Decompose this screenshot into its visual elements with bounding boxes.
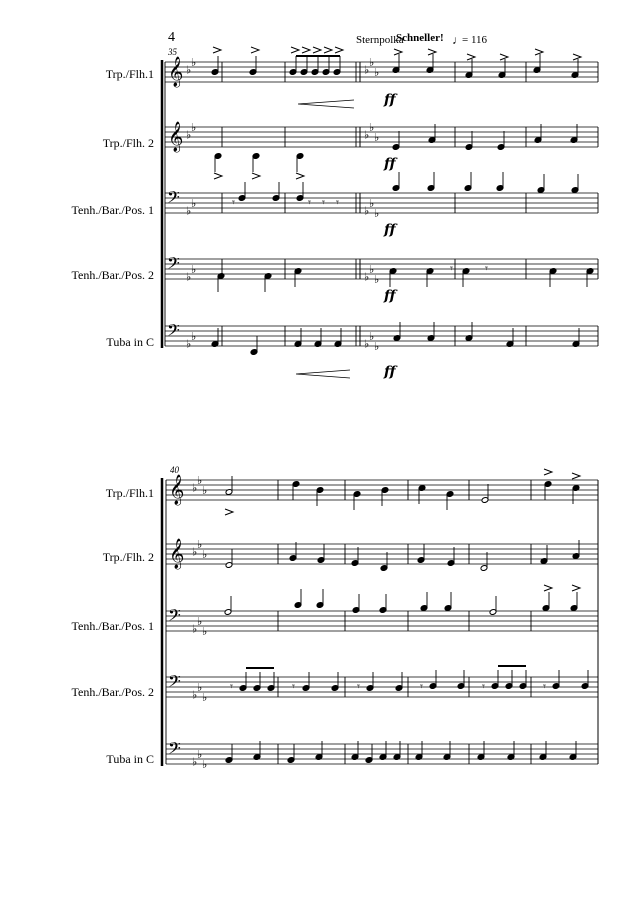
- flat-sign-icon: ♭: [192, 545, 198, 559]
- measure-number: 40: [170, 465, 179, 475]
- dynamic-marking: ff: [384, 364, 396, 380]
- treble-clef-icon: 𝄞: [169, 539, 185, 569]
- flat-sign-icon: ♭: [192, 481, 198, 495]
- dynamic-marking: ff: [384, 222, 396, 238]
- eighth-rest-icon: 𝄾: [357, 680, 360, 693]
- instrument-label: Tuba in C: [106, 335, 154, 349]
- instrument-label: Trp./Flh. 2: [102, 136, 154, 150]
- flat-sign-icon: ♭: [197, 474, 203, 487]
- crescendo-hairpin: [296, 370, 350, 378]
- treble-clef-icon: 𝄞: [169, 475, 185, 505]
- flat-sign-icon: ♭: [364, 337, 370, 351]
- instrument-label: Tenh./Bar./Pos. 1: [71, 619, 154, 633]
- accent-mark: [291, 47, 299, 53]
- bass-clef-icon: 𝄢: [168, 605, 181, 629]
- accent-mark: [467, 54, 475, 60]
- flat-sign-icon: ♭: [186, 63, 192, 77]
- accent-mark: [313, 47, 321, 53]
- flat-sign-icon: ♭: [364, 204, 370, 218]
- accent-mark: [572, 473, 580, 479]
- flat-sign-icon: ♭: [197, 615, 203, 628]
- accent-mark: [324, 47, 332, 53]
- flat-sign-icon: ♭: [197, 538, 203, 551]
- instrument-label: Trp./Flh.1: [105, 67, 154, 81]
- flat-sign-icon: ♭: [186, 128, 192, 142]
- flat-sign-icon: ♭: [369, 330, 375, 343]
- eighth-rest-icon: 𝄾: [485, 262, 488, 275]
- eighth-rest-icon: 𝄾: [420, 680, 423, 693]
- bass-clef-icon: 𝄢: [168, 738, 181, 762]
- accent-mark: [500, 54, 508, 60]
- instrument-label: Trp./Flh. 2: [102, 550, 154, 564]
- dynamic-marking: ff: [384, 156, 396, 172]
- flat-sign-icon: ♭: [197, 748, 203, 761]
- measure-number: 35: [168, 47, 177, 57]
- flat-sign-icon: ♭: [374, 66, 380, 79]
- flat-sign-icon: ♭: [191, 197, 197, 210]
- eighth-rest-icon: 𝄾: [450, 262, 453, 275]
- flat-sign-icon: ♭: [197, 681, 203, 694]
- eighth-rest-icon: 𝄾: [308, 196, 311, 209]
- flat-sign-icon: ♭: [202, 484, 208, 497]
- flat-sign-icon: ♭: [369, 263, 375, 276]
- bass-clef-icon: 𝄢: [167, 187, 180, 211]
- flat-sign-icon: ♭: [374, 131, 380, 144]
- quarter-note-icon: ♩: [452, 33, 464, 47]
- instrument-label: Tenh./Bar./Pos. 1: [71, 203, 154, 217]
- flat-sign-icon: ♭: [364, 128, 370, 142]
- flat-sign-icon: ♭: [369, 121, 375, 134]
- rehearsal-text: Sternpolka: [356, 34, 404, 46]
- eighth-rest-icon: 𝄾: [230, 680, 233, 693]
- accent-mark: [544, 469, 552, 475]
- instrument-label: Tuba in C: [106, 752, 154, 766]
- flat-sign-icon: ♭: [192, 622, 198, 636]
- instrument-label: Tenh./Bar./Pos. 2: [71, 685, 154, 699]
- accent-mark: [428, 49, 436, 55]
- eighth-rest-icon: 𝄾: [336, 196, 339, 209]
- accent-mark: [544, 585, 552, 591]
- accent-mark: [535, 49, 543, 55]
- accent-mark: [225, 509, 233, 515]
- flat-sign-icon: ♭: [186, 204, 192, 218]
- flat-sign-icon: ♭: [191, 330, 197, 343]
- flat-sign-icon: ♭: [374, 340, 380, 353]
- accent-mark: [335, 47, 343, 53]
- accent-mark: [214, 173, 222, 179]
- accent-mark: [252, 173, 260, 179]
- page-number: 4: [168, 30, 175, 45]
- eighth-rest-icon: 𝄾: [543, 680, 546, 693]
- flat-sign-icon: ♭: [374, 207, 380, 220]
- eighth-rest-icon: 𝄾: [322, 196, 325, 209]
- flat-sign-icon: ♭: [374, 273, 380, 286]
- flat-sign-icon: ♭: [369, 56, 375, 69]
- tempo-text: Schneller!: [396, 32, 444, 44]
- eighth-rest-icon: 𝄾: [482, 680, 485, 693]
- accent-mark: [572, 585, 580, 591]
- treble-clef-icon: 𝄞: [168, 122, 184, 152]
- flat-sign-icon: ♭: [364, 63, 370, 77]
- eighth-rest-icon: 𝄾: [292, 680, 295, 693]
- bass-clef-icon: 𝄢: [167, 320, 180, 344]
- bass-clef-icon: 𝄢: [167, 253, 180, 277]
- flat-sign-icon: ♭: [186, 270, 192, 284]
- accent-mark: [213, 47, 221, 53]
- flat-sign-icon: ♭: [186, 337, 192, 351]
- accent-mark: [296, 173, 304, 179]
- bass-clef-icon: 𝄢: [168, 671, 181, 695]
- flat-sign-icon: ♭: [202, 758, 208, 771]
- treble-clef-icon: 𝄞: [168, 57, 184, 87]
- accent-mark: [302, 47, 310, 53]
- flat-sign-icon: ♭: [202, 691, 208, 704]
- instrument-label: Trp./Flh.1: [105, 486, 154, 500]
- flat-sign-icon: ♭: [202, 548, 208, 561]
- flat-sign-icon: ♭: [192, 755, 198, 769]
- tempo-value: = 116: [462, 34, 488, 46]
- dynamic-marking: ff: [384, 92, 396, 108]
- instrument-label: Tenh./Bar./Pos. 2: [71, 268, 154, 282]
- flat-sign-icon: ♭: [191, 121, 197, 134]
- flat-sign-icon: ♭: [202, 625, 208, 638]
- flat-sign-icon: ♭: [191, 263, 197, 276]
- dynamic-marking: ff: [384, 288, 396, 304]
- flat-sign-icon: ♭: [369, 197, 375, 210]
- eighth-rest-icon: 𝄾: [232, 196, 235, 209]
- flat-sign-icon: ♭: [192, 688, 198, 702]
- flat-sign-icon: ♭: [364, 270, 370, 284]
- accent-mark: [394, 49, 402, 55]
- crescendo-hairpin: [298, 100, 354, 108]
- accent-mark: [573, 54, 581, 60]
- accent-mark: [251, 47, 259, 53]
- flat-sign-icon: ♭: [191, 56, 197, 69]
